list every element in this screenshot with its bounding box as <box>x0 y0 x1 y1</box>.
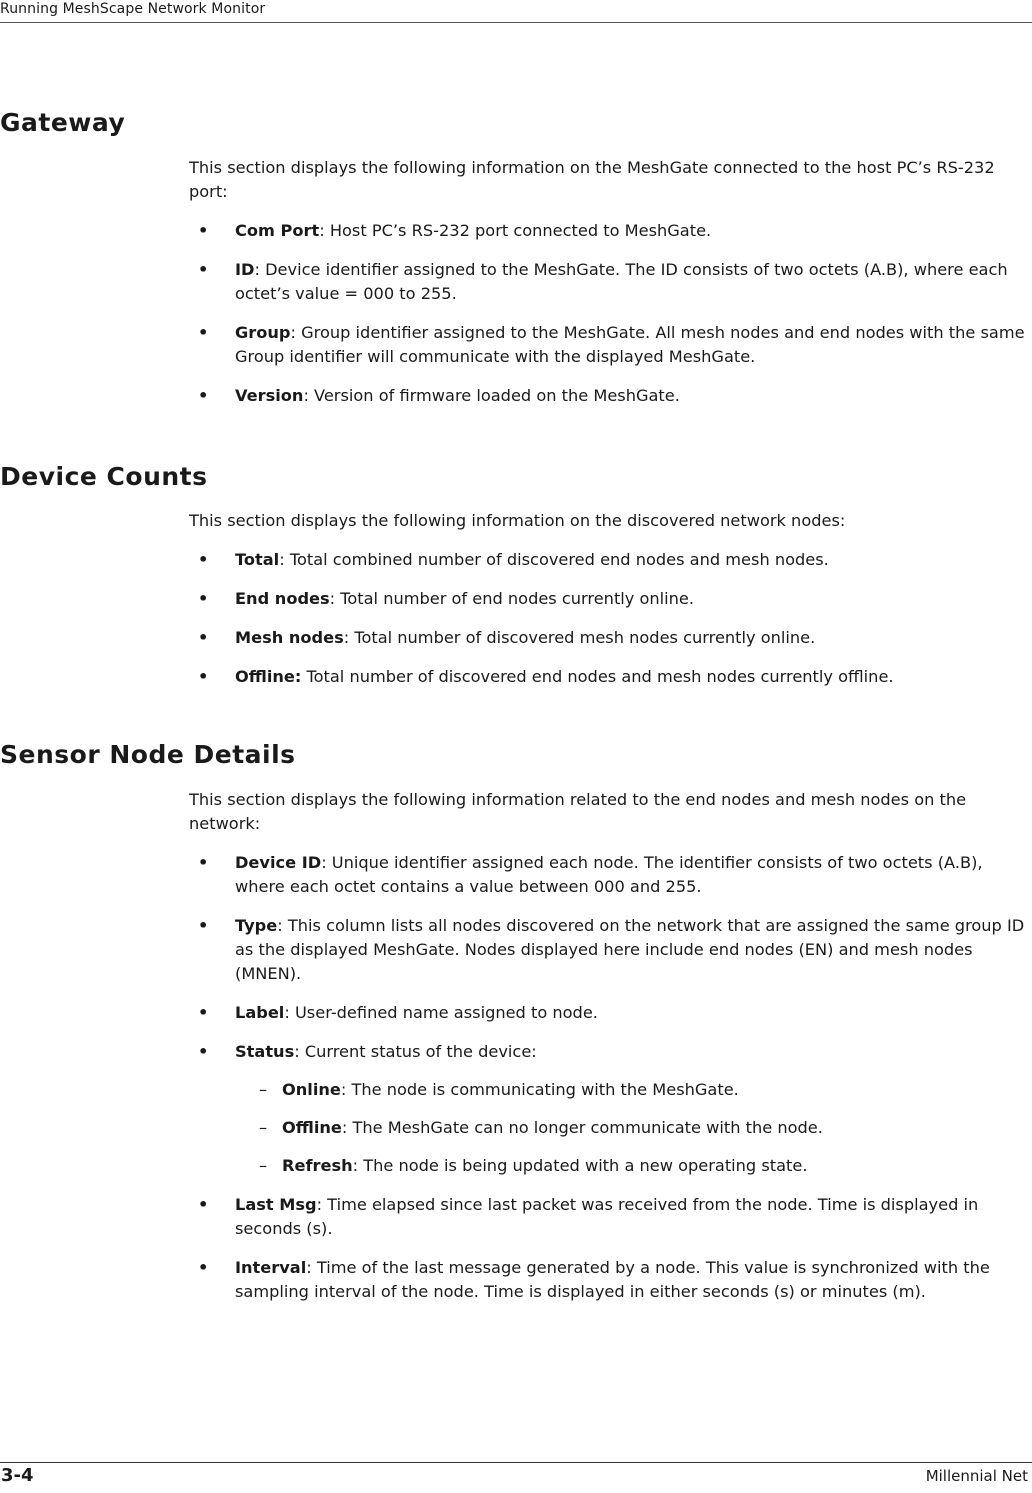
list-item <box>189 1193 1029 1241</box>
status-sublist <box>235 1078 1029 1178</box>
running-header <box>0 0 1032 23</box>
term: Com Port <box>235 221 320 240</box>
list-item <box>189 1001 1029 1025</box>
section-body <box>189 788 1029 1304</box>
term: Offline <box>282 1118 342 1137</box>
definition: : Current status of the device: <box>294 1042 537 1061</box>
term: End nodes <box>235 589 330 608</box>
intro-paragraph: This section displays the following information related to the end nodes and mesh nodes on the network: <box>189 790 967 833</box>
list-item <box>189 219 1029 243</box>
term: Total <box>235 550 280 569</box>
list-item <box>189 258 1029 306</box>
definition: : The node is being updated with a new operating state. <box>352 1156 808 1175</box>
definition: : Group identifier assigned to the MeshGate. All mesh nodes and end nodes with the same Group identifier will communicate with the displayed MeshGate. <box>235 323 1025 366</box>
sublist-item <box>235 1078 1029 1102</box>
definition: : Host PC’s RS-232 port connected to MeshGate. <box>319 221 712 240</box>
list-item <box>189 1040 1029 1178</box>
term: Last Msg <box>235 1195 317 1214</box>
term: Status <box>235 1042 295 1061</box>
section-heading-device-counts: Device Counts <box>0 462 208 491</box>
definition: : Total combined number of discovered end nodes and mesh nodes. <box>279 550 829 569</box>
publisher-name: Millennial Net <box>925 1467 1028 1485</box>
footer-rule <box>0 1462 1032 1463</box>
intro-paragraph: This section displays the following information on the MeshGate connected to the host PC’s RS-232 port: <box>189 158 995 201</box>
definition: : User-defined name assigned to node. <box>284 1003 598 1022</box>
definition: : Total number of end nodes currently online. <box>329 589 695 608</box>
term: Mesh nodes <box>235 628 344 647</box>
term: ID <box>235 260 255 279</box>
section-heading-gateway: Gateway <box>0 108 126 137</box>
term: Device ID <box>235 853 322 872</box>
section-body <box>189 509 1029 689</box>
list-item <box>189 1256 1029 1304</box>
definition: : Time of the last message generated by a node. This value is synchronized with the sampling interval of the node. Time is displayed in either seconds (s) or minutes (m). <box>235 1258 990 1301</box>
intro-paragraph: This section displays the following information on the discovered network nodes: <box>189 511 846 530</box>
definition: : Device identifier assigned to the MeshGate. The ID consists of two octets (A.B), where each octet’s value = 000 to 255. <box>235 260 1008 303</box>
definition: : Total number of discovered mesh nodes currently online. <box>343 628 816 647</box>
section-body <box>189 156 1029 408</box>
list-item <box>189 321 1029 369</box>
list-item <box>189 384 1029 408</box>
term: Group <box>235 323 291 342</box>
sublist-item <box>235 1154 1029 1178</box>
list-item <box>189 587 1029 611</box>
term: Refresh <box>282 1156 353 1175</box>
definition: : This column lists all nodes discovered on the network that are assigned the same group ID as the displayed MeshGate. Nodes displayed here include end nodes (EN) and mesh nodes (MNEN). <box>235 916 1025 983</box>
bullet-list <box>189 548 1029 689</box>
section-sensor-node-details <box>0 740 1032 1304</box>
list-item <box>189 851 1029 899</box>
list-item <box>189 665 1029 689</box>
definition: : Time elapsed since last packet was received from the node. Time is displayed in seconds (s). <box>235 1195 979 1238</box>
term: Version <box>235 386 304 405</box>
term: Label <box>235 1003 285 1022</box>
definition: Total number of discovered end nodes and mesh nodes currently offline. <box>301 667 894 686</box>
bullet-list <box>189 851 1029 1304</box>
list-item <box>189 548 1029 572</box>
definition: : Version of firmware loaded on the MeshGate. <box>303 386 680 405</box>
term: Type <box>235 916 278 935</box>
definition: : The MeshGate can no longer communicate with the node. <box>341 1118 823 1137</box>
term: Online <box>282 1080 341 1099</box>
sublist-item <box>235 1116 1029 1140</box>
section-device-counts <box>0 462 1032 689</box>
list-item <box>189 914 1029 986</box>
page-number: 3-4 <box>1 1465 34 1486</box>
term: Interval <box>235 1258 307 1277</box>
section-gateway <box>0 108 1032 408</box>
list-item <box>189 626 1029 650</box>
section-heading-sensor-node-details: Sensor Node Details <box>0 740 296 769</box>
running-title: Running MeshScape Network Monitor <box>0 1 266 17</box>
definition: : Unique identifier assigned each node. The identifier consists of two octets (A.B), where each octet contains a value between 000 and 255. <box>235 853 983 896</box>
definition: : The node is communicating with the MeshGate. <box>340 1080 739 1099</box>
bullet-list <box>189 219 1029 408</box>
term: Offline: <box>235 667 302 686</box>
